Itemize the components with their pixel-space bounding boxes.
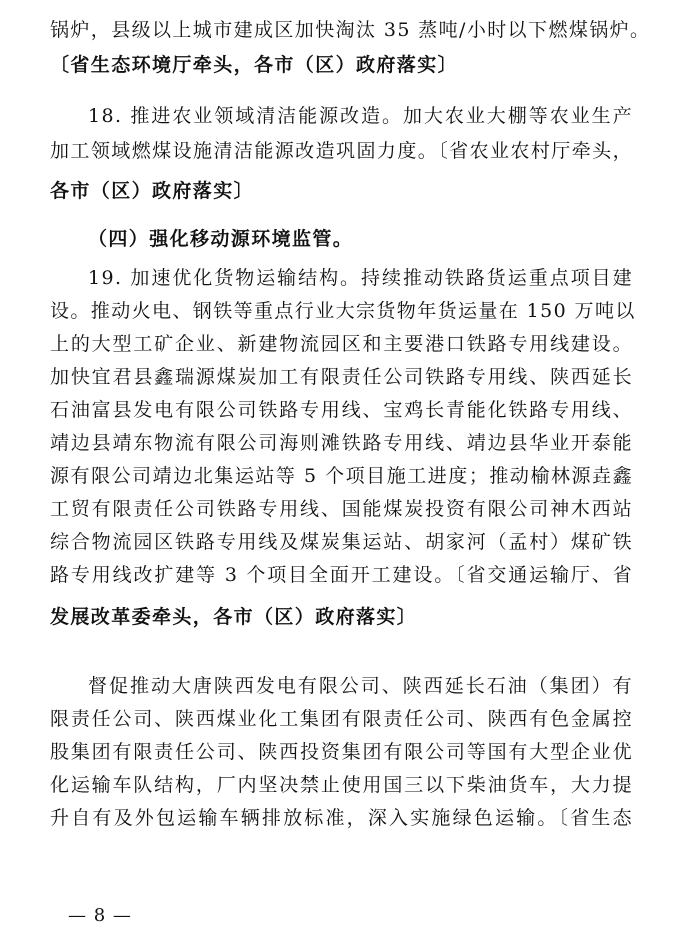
section-heading: （四）强化移动源环境监管。: [88, 228, 354, 250]
text-line: 锅炉，县级以上城市建成区加快淘汰 35 蒸吨/小时以下燃煤锅炉。: [50, 19, 651, 41]
text-line: 发展改革委牵头，各市（区）政府落实〕: [50, 606, 418, 628]
text-line: 各市（区）政府落实〕: [50, 180, 255, 202]
text-line: 设。推动火电、钢铁等重点行业大宗货物年货运量在 150 万吨以: [50, 300, 636, 322]
text-line: 上的大型工矿企业、新建物流园区和主要港口铁路专用线建设。: [50, 333, 633, 355]
text-line: 源有限公司靖边北集运站等 5 个项目施工进度；推动榆林源垚鑫: [50, 465, 633, 487]
text-line: 升自有及外包运输车辆排放标准，深入实施绿色运输。〔省生态: [50, 807, 633, 829]
text-line: 化运输车队结构，厂内坚决禁止使用国三以下柴油货车，大力提: [50, 774, 633, 796]
text-line: 19. 加速优化货物运输结构。持续推动铁路货运重点项目建: [88, 267, 633, 289]
text-line: 加工领域燃煤设施清洁能源改造巩固力度。〔省农业农村厅牵头，: [50, 140, 633, 162]
text-line: 加快宜君县鑫瑞源煤炭加工有限责任公司铁路专用线、陕西延长: [50, 366, 633, 388]
text-line: 〔省生态环境厅牵头，各市（区）政府落实〕: [50, 54, 459, 76]
text-line: 18. 推进农业领域清洁能源改造。加大农业大棚等农业生产: [88, 105, 633, 127]
page-number: — 8 —: [68, 905, 132, 926]
text-line: 综合物流园区铁路专用线及煤炭集运站、胡家河（孟村）煤矿铁: [50, 531, 633, 553]
text-line: 靖边县靖东物流有限公司海则滩铁路专用线、靖边县华业开泰能: [50, 432, 633, 454]
text-line: 督促推动大唐陕西发电有限公司、陕西延长石油（集团）有: [88, 675, 633, 697]
text-line: 限责任公司、陕西煤业化工集团有限责任公司、陕西有色金属控: [50, 708, 633, 730]
text-line: 工贸有限责任公司铁路专用线、国能煤炭投资有限公司神木西站: [50, 498, 633, 520]
text-line: 路专用线改扩建等 3 个项目全面开工建设。〔省交通运输厅、省: [50, 564, 633, 586]
text-line: 石油富县发电有限公司铁路专用线、宝鸡长青能化铁路专用线、: [50, 399, 633, 421]
text-line: 股集团有限责任公司、陕西投资集团有限公司等国有大型企业优: [50, 741, 633, 763]
